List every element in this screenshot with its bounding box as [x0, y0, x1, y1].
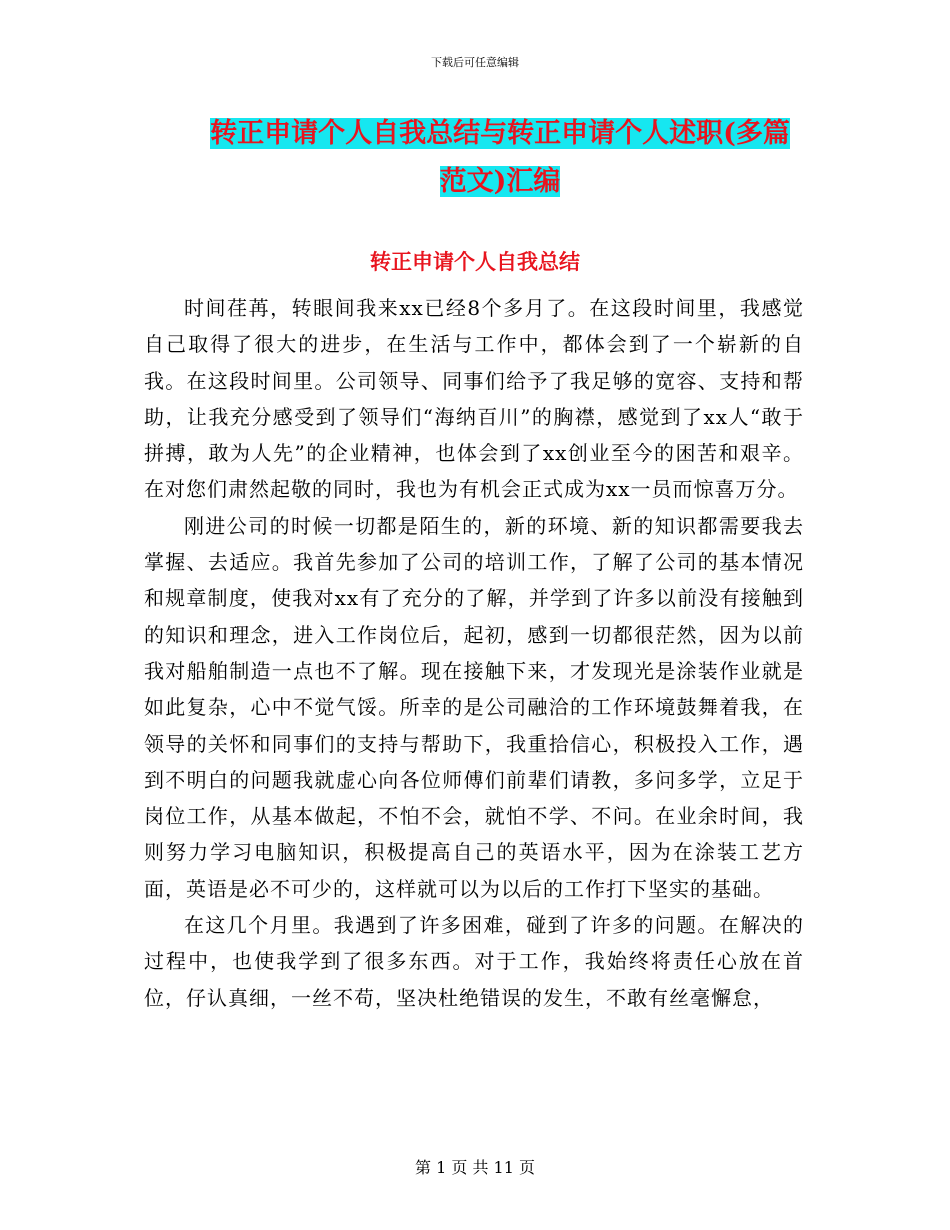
paragraph-1: 时间荏苒，转眼间我来xx已经8个多月了。在这段时间里，我感觉自己取得了很大的进步，在生活与工作中，都体会到了一个崭新的自我。在这段时间里。公司领导、同事们给予了我足够的宽容、支持和帮助，让我充分感受到了领导们“海纳百川”的胸襟，感觉到了xx人“敢于拼搏，敢为人先”的企业精神，也体会到了xx创业至今的困苦和艰辛。在对您们肃然起敬的同时，我也为有机会正式成为xx一员而惊喜万分。 [144, 296, 804, 502]
paragraph-2: 刚进公司的时候一切都是陌生的，新的环境、新的知识都需要我去掌握、去适应。我首先参加了公司的培训工作，了解了公司的基本情况和规章制度，使我对xx有了充分的了解，并学到了许多以前没有接触到的知识和理念，进入工作岗位后，起初，感到一切都很茫然，因为以前我对船舶制造一点也不了解。现在接触下来，才发现光是涂装作业就是如此复杂，心中不觉气馁。所幸的是公司融洽的工作环境鼓舞着我，在领导的关怀和同事们的支持与帮助下，我重拾信心，积极投入工作，遇到不明白的问题我就虚心向各位师傅们前辈们请教，多问多学，立足于岗位工作，从基本做起，不怕不会，就怕不学、不问。在业余时间，我则努力学习电脑知识，积极提高自己的英语水平，因为在涂装工艺方面，英语是必不可少的，这样就可以为以后的工作打下坚实的基础。 [144, 513, 804, 901]
page-footer: 第 1 页 共 11 页 [415, 1158, 535, 1177]
paragraph-3: 在这几个月里。我遇到了许多困难，碰到了许多的问题。在解决的过程中，也使我学到了很多东西。对于工作，我始终将责任心放在首位，仔认真细，一丝不苟，坚决杜绝错误的发生，不敢有丝毫懈怠， [144, 913, 804, 1010]
document-body [144, 290, 804, 1016]
section-title: 转正申请个人自我总结 [370, 249, 580, 274]
page-header-note: 下载后可任意编辑 [431, 56, 519, 69]
main-title-text: 转正申请个人自我总结与转正申请个人述职(多篇范文)汇编 [210, 118, 790, 197]
document-main-title [200, 110, 800, 206]
